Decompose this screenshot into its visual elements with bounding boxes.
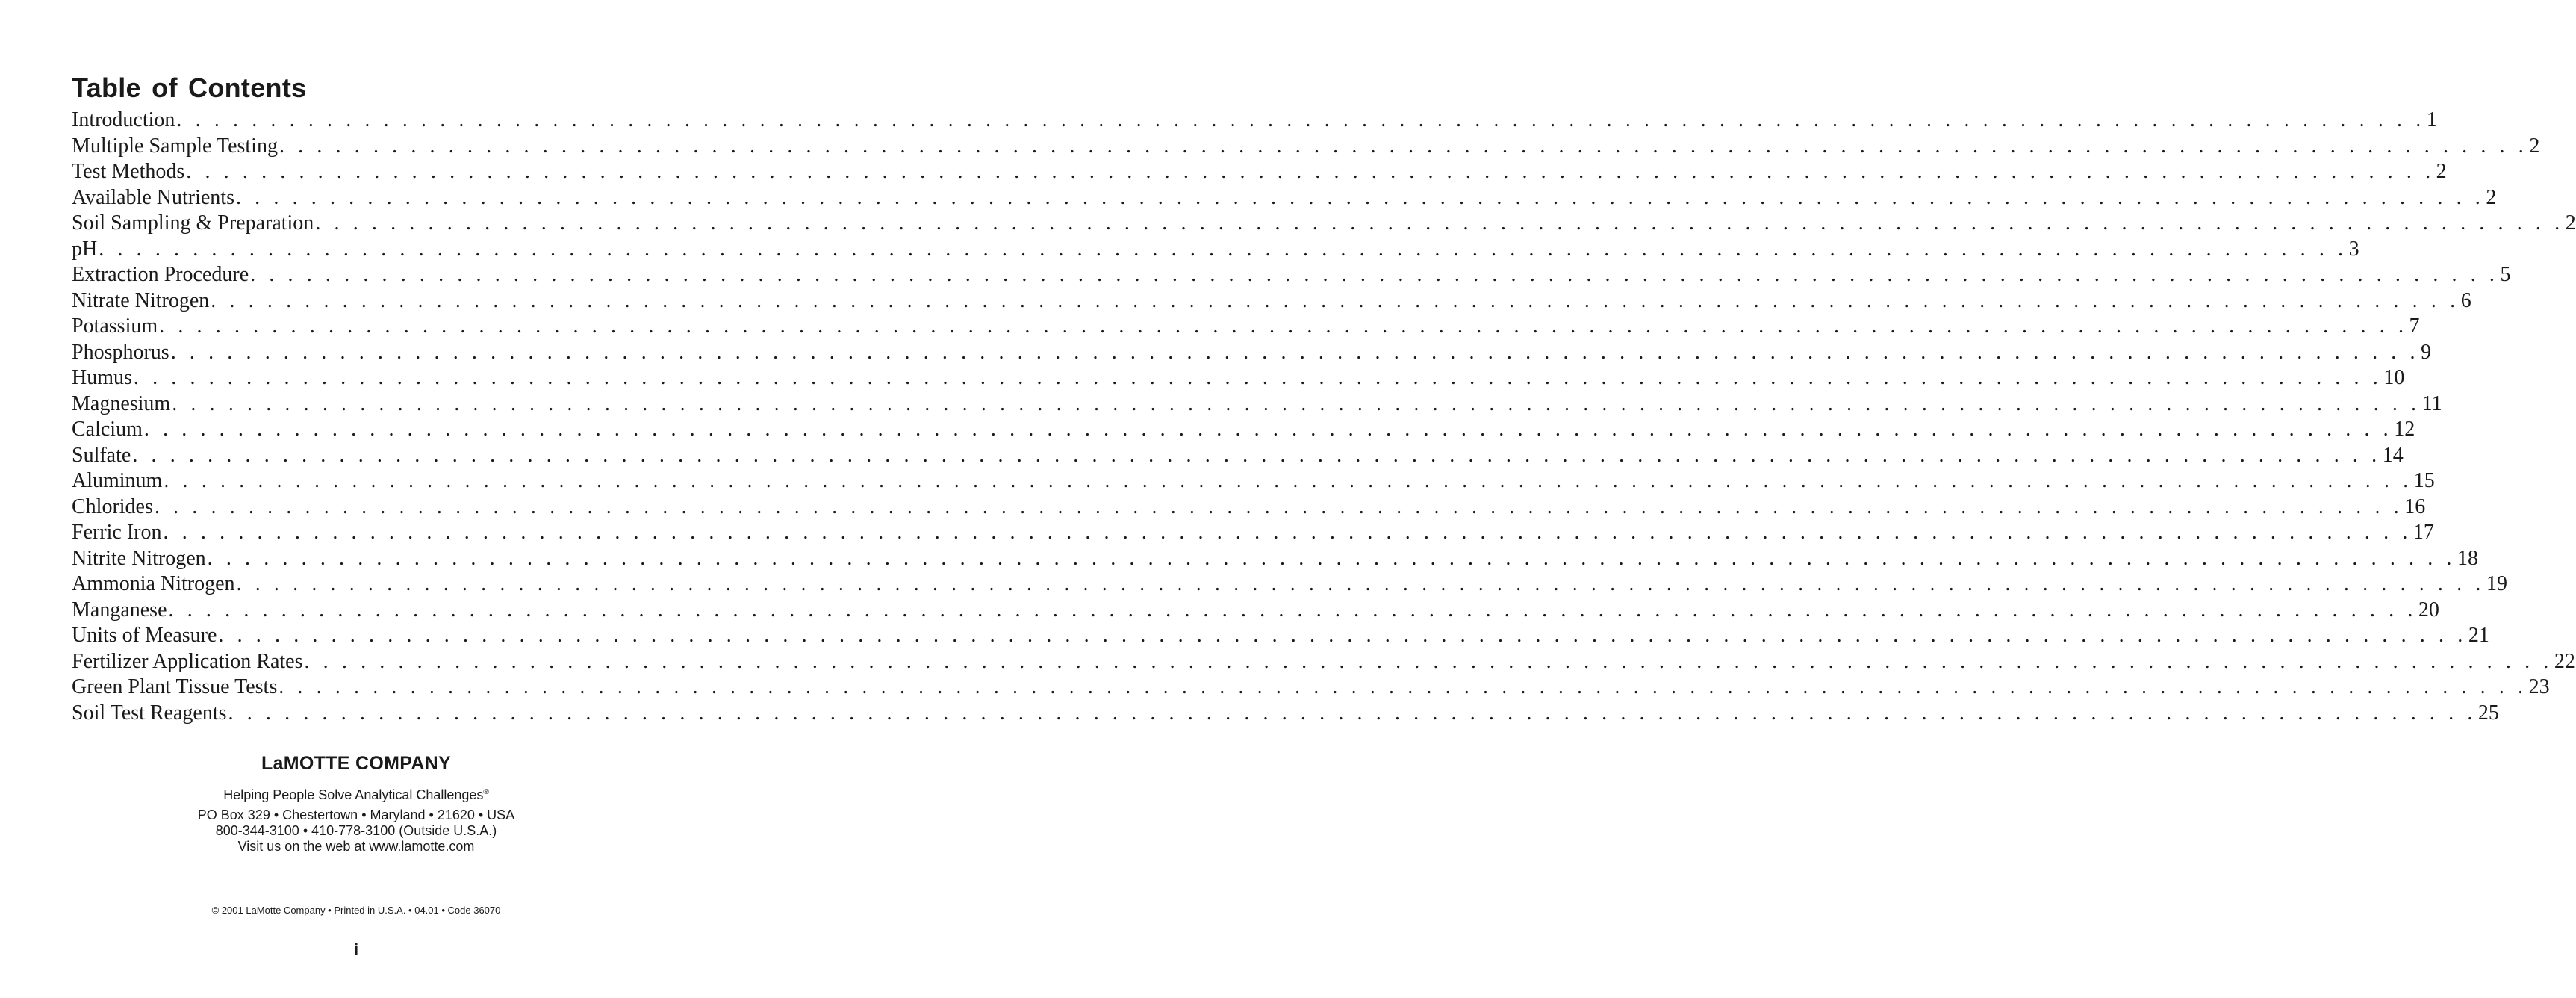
toc-entry-label: Phosphorus xyxy=(72,340,169,364)
company-tagline xyxy=(0,784,712,804)
toc-entry xyxy=(72,623,2489,649)
toc-entry-label: Units of Measure xyxy=(72,624,217,647)
toc-entry-label: Nitrate Nitrogen xyxy=(72,288,210,312)
toc-entry-page: 25 xyxy=(2477,701,2499,725)
toc-entry-page: 3 xyxy=(2348,237,2359,261)
toc-entry xyxy=(72,571,2507,598)
toc-entry xyxy=(72,237,2359,263)
toc-entry-page: 7 xyxy=(2409,314,2420,338)
phone-line: 800-344-3100 • 410-778-3100 (Outside U.S.A.) xyxy=(215,823,497,838)
toc-entry xyxy=(72,314,2420,340)
dot-leader: . . . . . . . . . . . . . . . . . . . . . . . . . . . . . . . . . . . . . . . . . . . . . . . . . . . . . . . . . . . . . . . . . . . . . . . . . . . . . . . . . . . . . . . . . . . . . . . . . . . . . . . . . . . . . . . . . . . . . . . . xyxy=(99,237,2348,261)
dot-leader: . . . . . . . . . . . . . . . . . . . . . . . . . . . . . . . . . . . . . . . . . . . . . . . . . . . . . . . . . . . . . . . . . . . . . . . . . . . . . . . . . . . . . . . . . . . . . . . . . . . . . . . . . . . . . . . . . . . . . . . . xyxy=(170,340,2420,364)
toc-entry xyxy=(72,185,2497,211)
toc-entry-label: Manganese xyxy=(72,598,167,622)
toc-entry-page: 2 xyxy=(2436,160,2447,183)
dot-leader: . . . . . . . . . . . . . . . . . . . . . . . . . . . . . . . . . . . . . . . . . . . . . . . . . . . . . . . . . . . . . . . . . . . . . . . . . . . . . . . . . . . . . . . . . . . . . . . . . . . . . . . . . . . . . . . . . . . . . . . . xyxy=(250,263,2499,286)
toc-entry-label: Calcium xyxy=(72,418,143,441)
toc-entry-label: Magnesium xyxy=(72,391,171,415)
toc-entry xyxy=(72,159,2447,185)
registered-mark: ® xyxy=(483,788,489,796)
page-title: Table of Contents xyxy=(72,72,307,103)
toc-entry-label: Soil Sampling & Preparation xyxy=(72,211,314,235)
toc-entry-label: Chlorides xyxy=(72,495,153,518)
table-of-contents xyxy=(72,108,2576,726)
dot-leader: . . . . . . . . . . . . . . . . . . . . . . . . . . . . . . . . . . . . . . . . . . . . . . . . . . . . . . . . . . . . . . . . . . . . . . . . . . . . . . . . . . . . . . . . . . . . . . . . . . . . . . . . . . . . . . . . . . . . . . . . xyxy=(279,134,2528,158)
toc-entry xyxy=(72,598,2439,624)
dot-leader: . . . . . . . . . . . . . . . . . . . . . . . . . . . . . . . . . . . . . . . . . . . . . . . . . . . . . . . . . . . . . . . . . . . . . . . . . . . . . . . . . . . . . . . . . . . . . . . . . . . . . . . . . . . . . . . . . . . . . . . . xyxy=(236,572,2485,595)
toc-entry-page: 14 xyxy=(2382,443,2404,467)
toc-entry xyxy=(72,211,2576,237)
toc-entry xyxy=(72,546,2479,572)
dot-leader: . . . . . . . . . . . . . . . . . . . . . . . . . . . . . . . . . . . . . . . . . . . . . . . . . . . . . . . . . . . . . . . . . . . . . . . . . . . . . . . . . . . . . . . . . . . . . . . . . . . . . . . . . . . . . . . . . . . . . . . . xyxy=(211,288,2460,312)
toc-entry-page: 21 xyxy=(2468,624,2489,647)
toc-entry xyxy=(72,443,2404,469)
toc-entry-label: Green Plant Tissue Tests xyxy=(72,675,278,698)
toc-entry-label: Ammonia Nitrogen xyxy=(72,572,235,595)
toc-entry xyxy=(72,701,2499,727)
toc-entry-label: Sulfate xyxy=(72,443,131,467)
toc-entry xyxy=(72,520,2434,546)
dot-leader: . . . . . . . . . . . . . . . . . . . . . . . . . . . . . . . . . . . . . . . . . . . . . . . . . . . . . . . . . . . . . . . . . . . . . . . . . . . . . . . . . . . . . . . . . . . . . . . . . . . . . . . . . . . . . . . . . . . . . . . . xyxy=(132,443,2381,467)
dot-leader: . . . . . . . . . . . . . . . . . . . . . . . . . . . . . . . . . . . . . . . . . . . . . . . . . . . . . . . . . . . . . . . . . . . . . . . . . . . . . . . . . . . . . . . . . . . . . . . . . . . . . . . . . . . . . . . . . . . . . . . . xyxy=(186,160,2435,183)
toc-entry-page: 15 xyxy=(2413,469,2435,492)
dot-leader: . . . . . . . . . . . . . . . . . . . . . . . . . . . . . . . . . . . . . . . . . . . . . . . . . . . . . . . . . . . . . . . . . . . . . . . . . . . . . . . . . . . . . . . . . . . . . . . . . . . . . . . . . . . . . . . . . . . . . . . . xyxy=(154,495,2404,518)
toc-entry-label: Ferric Iron xyxy=(72,521,162,544)
toc-entry-label: Extraction Procedure xyxy=(72,263,249,286)
dot-leader: . . . . . . . . . . . . . . . . . . . . . . . . . . . . . . . . . . . . . . . . . . . . . . . . . . . . . . . . . . . . . . . . . . . . . . . . . . . . . . . . . . . . . . . . . . . . . . . . . . . . . . . . . . . . . . . . . . . . . . . . xyxy=(168,598,2417,622)
dot-leader: . . . . . . . . . . . . . . . . . . . . . . . . . . . . . . . . . . . . . . . . . . . . . . . . . . . . . . . . . . . . . . . . . . . . . . . . . . . . . . . . . . . . . . . . . . . . . . . . . . . . . . . . . . . . . . . . . . . . . . . . xyxy=(235,185,2485,209)
address-line: PO Box 329 • Chestertown • Maryland • 21620 • USA xyxy=(197,808,515,822)
toc-entry-label: Soil Test Reagents xyxy=(72,701,227,725)
toc-entry-label: Fertilizer Application Rates xyxy=(72,649,303,673)
company-address xyxy=(0,808,712,855)
dot-leader: . . . . . . . . . . . . . . . . . . . . . . . . . . . . . . . . . . . . . . . . . . . . . . . . . . . . . . . . . . . . . . . . . . . . . . . . . . . . . . . . . . . . . . . . . . . . . . . . . . . . . . . . . . . . . . . . . . . . . . . . xyxy=(164,469,2412,492)
tagline-text: Helping People Solve Analytical Challenges xyxy=(223,787,484,802)
dot-leader: . . . . . . . . . . . . . . . . . . . . . . . . . . . . . . . . . . . . . . . . . . . . . . . . . . . . . . . . . . . . . . . . . . . . . . . . . . . . . . . . . . . . . . . . . . . . . . . . . . . . . . . . . . . . . . . . . . . . . . . . xyxy=(304,649,2553,673)
toc-entry-page: 18 xyxy=(2457,546,2479,570)
toc-entry-page: 10 xyxy=(2383,366,2405,389)
toc-entry xyxy=(72,391,2442,418)
toc-entry-label: Available Nutrients xyxy=(72,185,234,209)
dot-leader: . . . . . . . . . . . . . . . . . . . . . . . . . . . . . . . . . . . . . . . . . . . . . . . . . . . . . . . . . . . . . . . . . . . . . . . . . . . . . . . . . . . . . . . . . . . . . . . . . . . . . . . . . . . . . . . . . . . . . . . . xyxy=(143,418,2393,441)
toc-entry-page: 12 xyxy=(2394,418,2415,441)
toc-entry-page: 17 xyxy=(2412,521,2434,544)
toc-entry xyxy=(72,417,2415,443)
page-number: i xyxy=(353,940,359,959)
toc-entry xyxy=(72,365,2405,391)
toc-entry-label: pH xyxy=(72,237,98,261)
dot-leader: . . . . . . . . . . . . . . . . . . . . . . . . . . . . . . . . . . . . . . . . . . . . . . . . . . . . . . . . . . . . . . . . . . . . . . . . . . . . . . . . . . . . . . . . . . . . . . . . . . . . . . . . . . . . . . . . . . . . . . . . xyxy=(176,108,2425,131)
toc-entry-page: 9 xyxy=(2421,340,2432,364)
toc-entry xyxy=(72,675,2550,701)
toc-entry-page: 6 xyxy=(2460,288,2471,312)
dot-leader: . . . . . . . . . . . . . . . . . . . . . . . . . . . . . . . . . . . . . . . . . . . . . . . . . . . . . . . . . . . . . . . . . . . . . . . . . . . . . . . . . . . . . . . . . . . . . . . . . . . . . . . . . . . . . . . . . . . . . . . . xyxy=(228,701,2477,725)
toc-entry-page: 2 xyxy=(2529,134,2540,158)
toc-entry-label: Multiple Sample Testing xyxy=(72,134,278,158)
toc-entry-page: 16 xyxy=(2404,495,2426,518)
dot-leader: . . . . . . . . . . . . . . . . . . . . . . . . . . . . . . . . . . . . . . . . . . . . . . . . . . . . . . . . . . . . . . . . . . . . . . . . . . . . . . . . . . . . . . . . . . . . . . . . . . . . . . . . . . . . . . . . . . . . . . . . xyxy=(172,391,2421,415)
toc-entry xyxy=(72,495,2426,521)
dot-leader: . . . . . . . . . . . . . . . . . . . . . . . . . . . . . . . . . . . . . . . . . . . . . . . . . . . . . . . . . . . . . . . . . . . . . . . . . . . . . . . . . . . . . . . . . . . . . . . . . . . . . . . . . . . . . . . . . . . . . . . . xyxy=(218,624,2467,647)
toc-entry-page: 2 xyxy=(2486,185,2497,209)
toc-entry-label: Nitrite Nitrogen xyxy=(72,546,206,570)
toc-entry-page: 5 xyxy=(2500,263,2511,286)
toc-entry xyxy=(72,108,2437,134)
toc-entry-label: Test Methods xyxy=(72,160,185,183)
toc-entry-page: 22 xyxy=(2554,649,2575,673)
dot-leader: . . . . . . . . . . . . . . . . . . . . . . . . . . . . . . . . . . . . . . . . . . . . . . . . . . . . . . . . . . . . . . . . . . . . . . . . . . . . . . . . . . . . . . . . . . . . . . . . . . . . . . . . . . . . . . . . . . . . . . . . xyxy=(163,521,2412,544)
toc-entry-page: 2 xyxy=(2565,211,2576,235)
dot-leader: . . . . . . . . . . . . . . . . . . . . . . . . . . . . . . . . . . . . . . . . . . . . . . . . . . . . . . . . . . . . . . . . . . . . . . . . . . . . . . . . . . . . . . . . . . . . . . . . . . . . . . . . . . . . . . . . . . . . . . . . xyxy=(315,211,2564,235)
toc-entry-page: 11 xyxy=(2421,391,2442,415)
toc-entry-page: 1 xyxy=(2426,108,2437,131)
toc-entry-page: 19 xyxy=(2486,572,2507,595)
toc-entry xyxy=(72,288,2471,314)
dot-leader: . . . . . . . . . . . . . . . . . . . . . . . . . . . . . . . . . . . . . . . . . . . . . . . . . . . . . . . . . . . . . . . . . . . . . . . . . . . . . . . . . . . . . . . . . . . . . . . . . . . . . . . . . . . . . . . . . . . . . . . . xyxy=(159,314,2408,338)
toc-entry-label: Introduction xyxy=(72,108,175,131)
toc-entry xyxy=(72,649,2575,675)
dot-leader: . . . . . . . . . . . . . . . . . . . . . . . . . . . . . . . . . . . . . . . . . . . . . . . . . . . . . . . . . . . . . . . . . . . . . . . . . . . . . . . . . . . . . . . . . . . . . . . . . . . . . . . . . . . . . . . . . . . . . . . . xyxy=(207,546,2457,570)
toc-entry-page: 23 xyxy=(2528,675,2550,698)
toc-entry-label: Humus xyxy=(72,366,132,389)
toc-entry xyxy=(72,262,2511,288)
toc-entry-label: Potassium xyxy=(72,314,158,338)
website-line: Visit us on the web at www.lamotte.com xyxy=(237,839,475,854)
copyright-notice: © 2001 LaMotte Company • Printed in U.S.A. • 04.01 • Code 36070 xyxy=(211,905,501,916)
dot-leader: . . . . . . . . . . . . . . . . . . . . . . . . . . . . . . . . . . . . . . . . . . . . . . . . . . . . . . . . . . . . . . . . . . . . . . . . . . . . . . . . . . . . . . . . . . . . . . . . . . . . . . . . . . . . . . . . . . . . . . . . xyxy=(133,366,2383,389)
toc-entry-page: 20 xyxy=(2418,598,2439,622)
company-name: LaMOTTE COMPANY xyxy=(261,753,452,774)
toc-entry xyxy=(72,340,2432,366)
dot-leader: . . . . . . . . . . . . . . . . . . . . . . . . . . . . . . . . . . . . . . . . . . . . . . . . . . . . . . . . . . . . . . . . . . . . . . . . . . . . . . . . . . . . . . . . . . . . . . . . . . . . . . . . . . . . . . . . . . . . . . . . xyxy=(279,675,2527,698)
toc-entry xyxy=(72,134,2540,160)
toc-entry-label: Aluminum xyxy=(72,469,163,492)
toc-entry xyxy=(72,468,2435,495)
